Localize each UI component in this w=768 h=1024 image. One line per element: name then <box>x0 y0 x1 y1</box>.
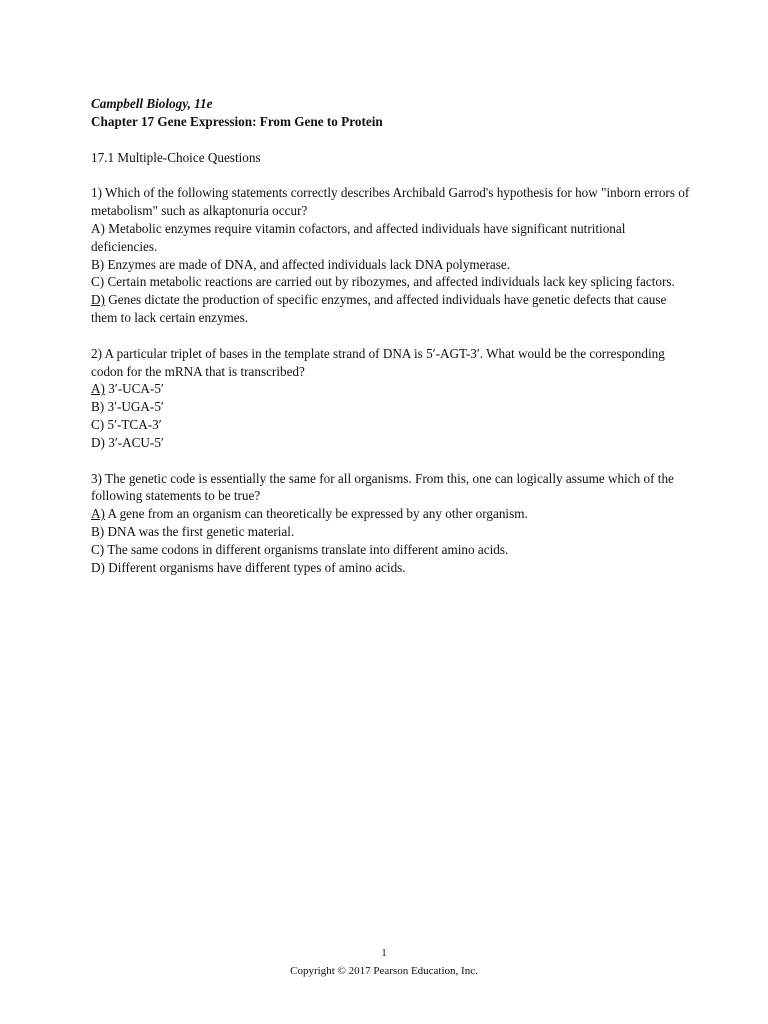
section-title: 17.1 Multiple-Choice Questions <box>91 149 261 165</box>
correct-option-letter: A) <box>91 506 105 522</box>
answer-option <box>91 541 691 559</box>
answer-option <box>91 256 691 274</box>
option-letter: C) <box>91 541 105 557</box>
answer-option <box>91 398 691 416</box>
correct-option-letter: A) <box>91 381 105 397</box>
option-text: Different organisms have different types of amino acids. <box>108 559 406 575</box>
question-stem: 3) The genetic code is essentially the same for all organisms. From this, one can logically assume which of the following statements to be true? <box>91 470 674 504</box>
question-stem: 2) A particular triplet of bases in the template strand of DNA is 5′-AGT-3′. What would be the corresponding codon for the mRNA that is transcribed? <box>91 345 665 379</box>
book-title: Campbell Biology, 11e <box>91 96 213 111</box>
option-text: 3′-ACU-5′ <box>108 434 164 450</box>
answer-option <box>91 380 691 398</box>
answer-option <box>91 273 691 291</box>
option-text: DNA was the first genetic material. <box>107 523 295 539</box>
answer-option <box>91 505 691 523</box>
question-list <box>91 184 691 576</box>
option-letter: B) <box>91 256 105 272</box>
option-text: Metabolic enzymes require vitamin cofactors, and affected individuals have significant nutritional deficiencies. <box>91 220 626 254</box>
option-text: A gene from an organism can theoretically be expressed by any other organism. <box>107 506 528 522</box>
question-2 <box>91 345 691 452</box>
question-1 <box>91 184 691 326</box>
option-text: 3′-UCA-5′ <box>108 381 164 397</box>
question-stem: 1) Which of the following statements correctly describes Archibald Garrod's hypothesis for how "inborn errors of metabolism" such as alkaptonuria occur? <box>91 185 690 219</box>
option-text: Enzymes are made of DNA, and affected individuals lack DNA polymerase. <box>107 256 511 272</box>
option-text: 3′-UGA-5′ <box>107 399 164 415</box>
option-letter: C) <box>91 416 105 432</box>
option-text: Certain metabolic reactions are carried out by ribozymes, and affected individuals lack key splicing factors. <box>107 274 675 290</box>
chapter-title: Chapter 17 Gene Expression: From Gene to Protein <box>91 113 383 129</box>
answer-option <box>91 416 691 434</box>
answer-option <box>91 523 691 541</box>
page-number: 1 <box>381 947 387 959</box>
option-text: 5′-TCA-3′ <box>107 416 162 432</box>
option-text: Genes dictate the production of specific enzymes, and affected individuals have genetic defects that cause them to lack certain enzymes. <box>91 292 667 325</box>
option-text: The same codons in different organisms translate into different amino acids. <box>107 541 509 557</box>
answer-option <box>91 220 691 256</box>
option-letter: C) <box>91 274 105 290</box>
copyright-notice: Copyright © 2017 Pearson Education, Inc. <box>290 965 478 977</box>
correct-option-letter: D) <box>91 292 105 308</box>
option-letter: B) <box>91 399 105 415</box>
option-letter: D) <box>91 434 105 450</box>
answer-option <box>91 291 691 327</box>
answer-option <box>91 559 691 577</box>
document-page <box>91 95 691 576</box>
option-letter: D) <box>91 559 105 575</box>
option-letter: B) <box>91 523 105 539</box>
answer-option <box>91 434 691 452</box>
option-letter: A) <box>91 220 105 236</box>
question-3 <box>91 470 691 577</box>
